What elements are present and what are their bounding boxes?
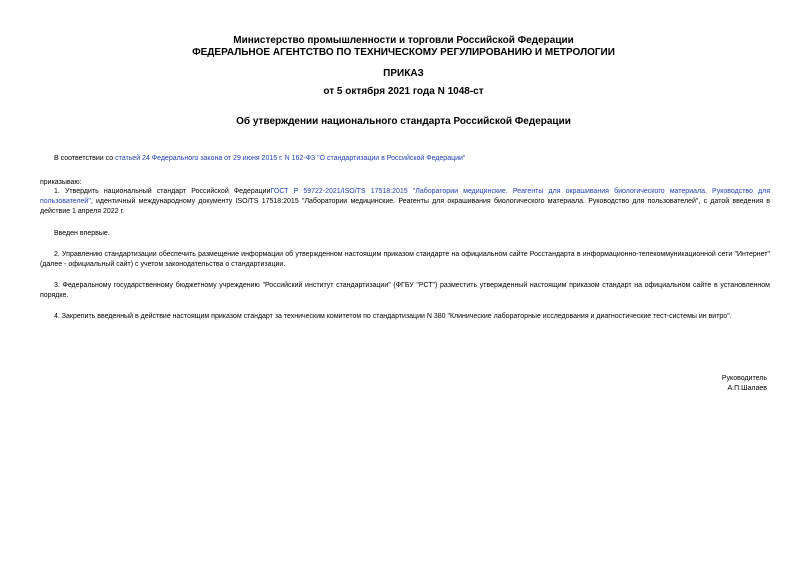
document-title: Об утверждении национального стандарта Российской Федерации (236, 116, 571, 127)
agency-name: ФЕДЕРАЛЬНОЕ АГЕНТСТВО ПО ТЕХНИЧЕСКОМУ РЕГУЛИРОВАНИЮ И МЕТРОЛОГИИ (192, 47, 615, 58)
intro-paragraph (40, 154, 770, 164)
first-time-note: Введен впервые. (54, 230, 110, 237)
signatory-role: Руководитель (721, 375, 767, 382)
federal-law-link[interactable]: статьей 24 Федерального закона от 29 июня 2015 г. N 162-ФЗ "О стандартизации в Российской Федерации" (115, 155, 466, 162)
item-3-paragraph: 3. Федеральному государственному бюджетному учреждению "Российский институт стандартизации" (ФГБУ "РСТ") разместить утвержденный настоящим приказом стандарт на официальном сайте в установленном порядке. (40, 282, 770, 299)
item-4-paragraph: 4. Закрепить введенный в действие настоящим приказом стандарт за техническим комитетом по стандартизации N 380 "Клинические лабораторные исследования и диагностические тест-системы ин витро". (54, 313, 732, 320)
order-word: приказываю: (40, 179, 82, 186)
ministry-name: Министерство промышленности и торговли Российской Федерации (233, 35, 574, 46)
item-2-paragraph: 2. Управлению стандартизации обеспечить размещение информации об утвержденном настоящим приказом стандарте на официальном сайте Росстандарта в информационно-телекоммуникационной сети "Интернет" (далее - официальный сайт) с учетом законодательства о стандартизации. (40, 251, 770, 268)
document-type: ПРИКАЗ (383, 68, 424, 79)
signatory-name: А.П.Шалаев (727, 385, 767, 392)
item-1-prefix: 1. Утвердить национальный стандарт Российской Федерации (54, 188, 271, 195)
item-1-suffix: , идентичный международному документу ISO/TS 17518:2015 "Лаборатории медицинские. Реагенты для окрашивания биологического материала. Руководство для пользователей", с датой введения в действие 1 апреля 2022 г. (40, 198, 770, 215)
gost-standard-link[interactable]: ГОСТ Р 59722-2021/ISO/TS 17518:2015 "Лаборатории медицинские. Реагенты для окрашивания биологического материала. Руководство для пользователей" (40, 188, 770, 205)
intro-prefix: В соответствии со (54, 155, 116, 162)
document-date-number: от 5 октября 2021 года N 1048-ст (323, 86, 484, 97)
item-1-paragraph (40, 187, 770, 217)
